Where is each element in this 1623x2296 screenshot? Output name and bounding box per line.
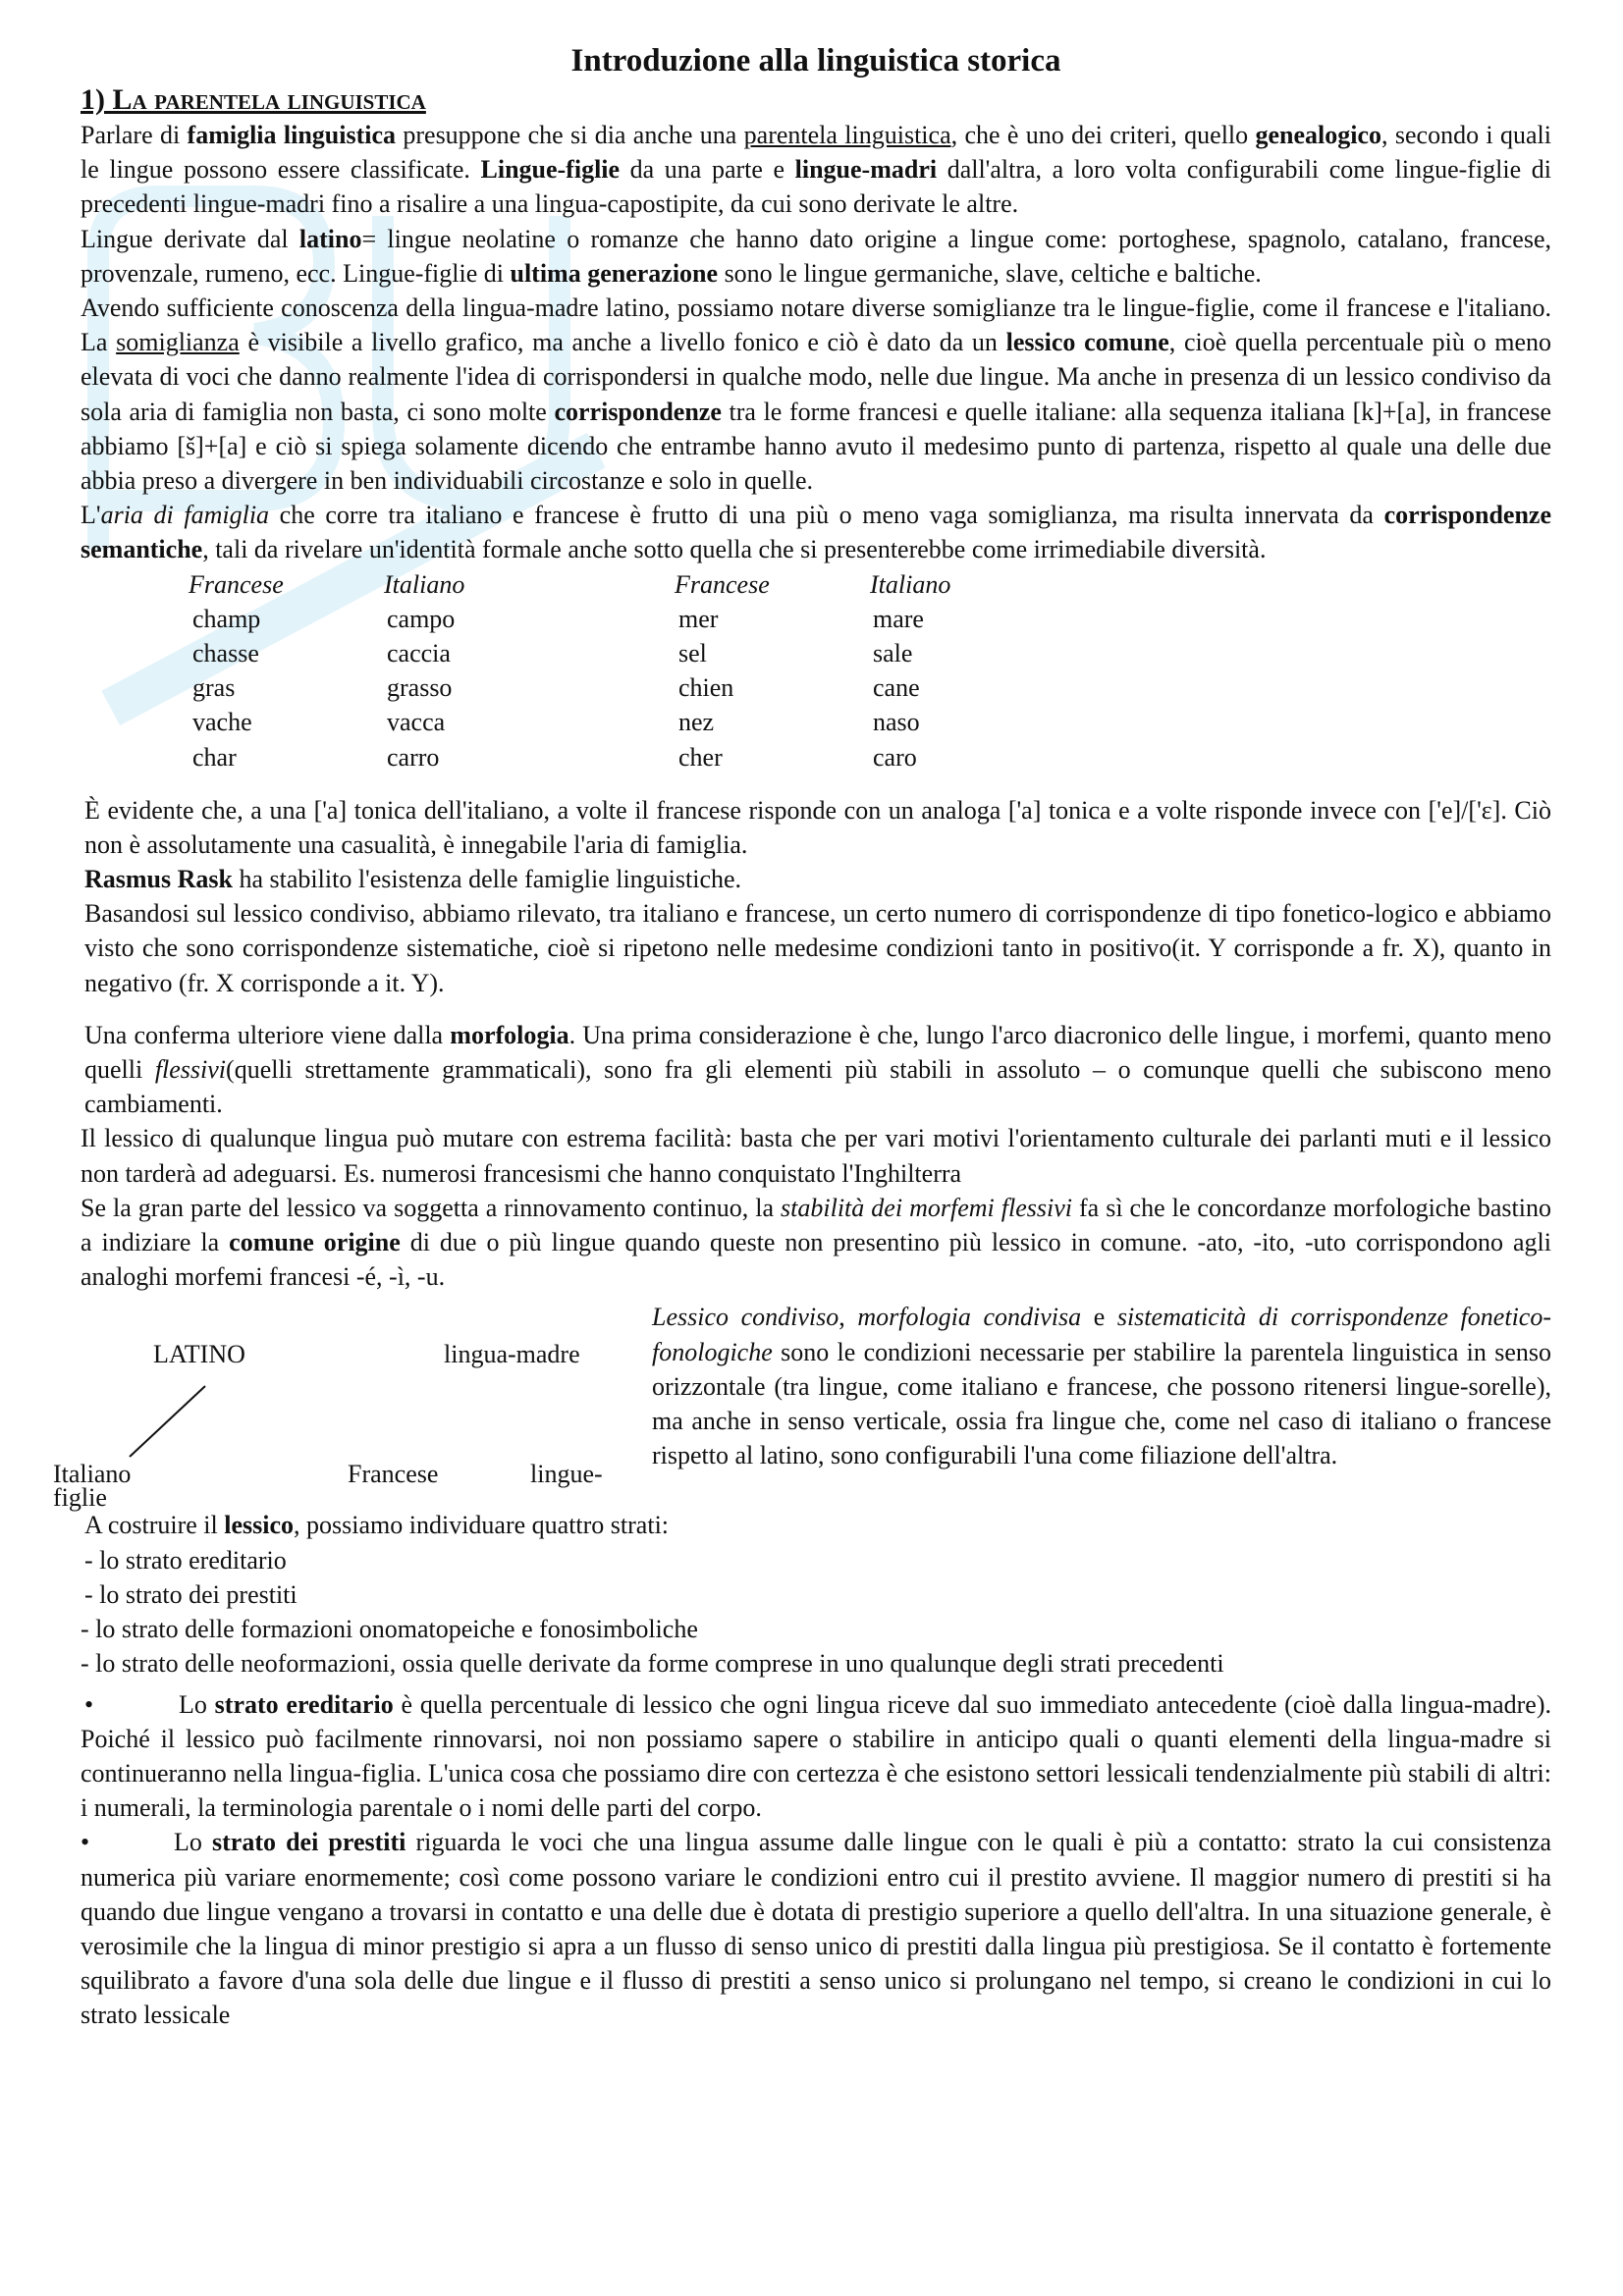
paragraph-morfologia: Una conferma ulteriore viene dalla morfologia. Una prima considerazione è che, lungo l'arco diacronico delle lingue, i morfemi, quanto meno quelli flessivi(quelli strettamente grammaticali), sono fra gli elementi più stabili in assoluto – o comunque quelli che subiscono meno cambiamenti. xyxy=(84,1020,1551,1119)
bullet-strato-prestiti: • Lo strato dei prestiti riguarda le voci che una lingua assume dalle lingue con le quali è più a contatto: strato la cui consistenza numerica più variare enormemente; così come possono variare le condizioni entro cui il prestito avviene. Il maggior numero di prestiti si ha quando due lingue vengano a trovarsi in contatto e una delle due è dotata di prestigio superiore a quello dell'altra. In una situazione generale, è verosimile che la lingua di minor prestigio si apra a un flusso di senso unico di prestiti dalla lingua più prestigiosa. Se il contatto è fortemente squilibrato a favore d'una sola delle due lingue e il flusso di prestiti a senso unico si prolungano nel tempo, si creano le condizioni in cui lo strato lessicale xyxy=(81,1825,1551,2032)
paragraph-lessico-condiviso: Basandosi sul lessico condiviso, abbiamo rilevato, tra italiano e francese, un certo numero di corrispondenze di tipo fonetico-logico e abbiamo visto che sono corrispondenze sistematiche, cioè si ripetono nelle medesime condizioni tanto in positivo(it. Y corrisponde a fr. X), quanto in negativo (fr. X corrisponde a it. Y). xyxy=(84,899,1551,997)
paragraph-latino: Lingue derivate dal latino= lingue neolatine o romanze che hanno dato origine a lingue come: portoghese, spagnolo, catalano, francese, provenzale, rumeno, ecc. Lingue-figlie di ultima generazione sono le lingue germaniche, slave, celtiche e baltiche. xyxy=(81,224,1551,288)
node-francese: Francese xyxy=(348,1460,439,1489)
list-item: - lo strato ereditario xyxy=(84,1545,287,1575)
table-col-italiano-2: Italiano mare sale cane naso caro xyxy=(870,569,951,772)
paragraph-rask: Rasmus Rask ha stabilito l'esistenza delle famiglie linguistiche. xyxy=(84,865,742,894)
word-correspondence-table xyxy=(81,567,1551,775)
paragraph-somiglianza: Avendo sufficiente conoscenza della lingua-madre latino, possiamo notare diverse somiglianze tra le lingue-figlie, come il francese e l'italiano. La somiglianza è visibile a livello grafico, ma anche a livello fonico e ciò è dato da un lessico comune, cioè quella percentuale più o meno elevata di voci che danno realmente l'idea di corrispondersi in qualche modo, nelle due lingue. Ma anche in presenza di un lessico condiviso da sola aria di famiglia non basta, ci sono molte corrispondenze tra le forme francesi e quelle italiane: alla sequenza italiana [k]+[a], in francese abbiamo [š]+[a] e ciò si spiega solamente dicendo che entrambe hanno avuto il medesimo punto di partenza, rispetto al quale una delle due abbia preso a divergere in ben individuabili circostanze e solo in quelle. xyxy=(81,294,1552,496)
bullet-icon: • xyxy=(81,1828,90,1857)
document-content xyxy=(53,39,1552,2033)
label-figlie-cut: figlie xyxy=(53,1483,107,1513)
table-col-francese-2: Francese mer sel chien nez cher xyxy=(675,569,770,772)
paragraph-condizioni: Lessico condiviso, morfologia condivisa e sistematicità di corrispondenze fonetico-fonologiche sono le condizioni necessarie per stabilire la parentela linguistica in senso orizzontale (tra lingue, come italiano e francese, che possono ritenersi lingue-sorelle), ma anche in senso verticale, ossia fra lingue che, come nel caso di italiano o francese rispetto al latino, sono configurabili l'una come filiazione dell'altra. xyxy=(652,1303,1551,1470)
section-heading: 1) La parentela linguistica xyxy=(81,83,426,116)
tree-branch-line xyxy=(130,1386,205,1457)
list-item: - lo strato delle neoformazioni, ossia quelle derivate da forme comprese in uno qualunque degli strati precedenti xyxy=(81,1649,1224,1679)
document-title: Introduzione alla linguistica storica xyxy=(570,43,1061,79)
diagram-row xyxy=(53,1300,1551,1513)
label-lingua-madre: lingua-madre xyxy=(444,1340,580,1369)
bullet-icon: • xyxy=(84,1689,94,1719)
paragraph-strati-intro: A costruire il lessico, possiamo individuare quattro strati: xyxy=(84,1511,670,1540)
strata-list xyxy=(81,1543,1551,1682)
language-tree-diagram xyxy=(53,1300,642,1513)
list-item: - lo strato dei prestiti xyxy=(84,1579,298,1609)
paragraph-famiglia: Parlare di famiglia linguistica presuppone che si dia anche una parentela linguistica, che è uno dei criteri, quello genealogico, secondo i quali le lingue possono essere classificate. Lingue-figlie da una parte e lingue-madri dall'altra, a loro volta configurabili come lingue-figlie di precedenti lingue-madri fino a risalire a una lingua-capostipite, da cui sono derivate le altre. xyxy=(81,121,1551,219)
paragraph-stabilita: Se la gran parte del lessico va soggetta a rinnovamento continuo, la stabilità dei morfemi flessivi fa sì che le concordanze morfologiche bastino a indiziare la comune origine di due o più lingue quando queste non presentino più lessico in comune. -ato, -ito, -uto corrispondono agli analoghi morfemi francesi -é, -ì, -u. xyxy=(81,1193,1551,1292)
paragraph-aria-famiglia: L'aria di famiglia che corre tra italiano e francese è frutto di una più o meno vaga somiglianza, ma risulta innervata da corrispondenze semantiche, tali da rivelare un'identità formale anche sotto quella che si presenterebbe come irrimediabile diversità. xyxy=(81,501,1551,564)
list-item: - lo strato delle formazioni onomatopeiche e fonosimboliche xyxy=(81,1615,698,1644)
paragraph-tonica: È evidente che, a una ['a] tonica dell'italiano, a volte il francese risponde con un analoga ['a] tonica e a volte risponde invece con ['e]/['ɛ]. Ciò non è assolutamente una casualità, è innegabile l'aria di famiglia. xyxy=(84,795,1551,859)
node-italiano: Italiano xyxy=(53,1460,132,1489)
label-lingue-figlie: lingue- xyxy=(530,1460,603,1489)
bullet-strato-ereditario: • Lo strato ereditario è quella percentuale di lessico che ogni lingua riceve dal suo immediato antecedente (cioè dalla lingua-madre). Poiché il lessico può facilmente rinnovarsi, noi non possiamo sapere o stabilire in anticipo quali o quanti elementi della lingua-madre si continueranno nella lingua-figlia. L'unica cosa che possiamo dire con certezza è che esistono settori lessicali tendenzialmente più stabili di altri: i numerali, la terminologia parentale o i nomi delle parti del corpo. xyxy=(81,1687,1551,1826)
table-col-italiano-1: Italiano campo caccia grasso vacca carro xyxy=(384,569,465,772)
node-latino: LATINO xyxy=(153,1340,245,1369)
paragraph-mutare: Il lessico di qualunque lingua può mutare con estrema facilità: basta che per vari motivi l'orientamento culturale dei parlanti muti e il lessico non tarderà ad adeguarsi. Es. numerosi francesismi che hanno conquistato l'Inghilterra xyxy=(81,1124,1551,1188)
table-col-francese-1: Francese champ chasse gras vache char xyxy=(189,569,284,772)
